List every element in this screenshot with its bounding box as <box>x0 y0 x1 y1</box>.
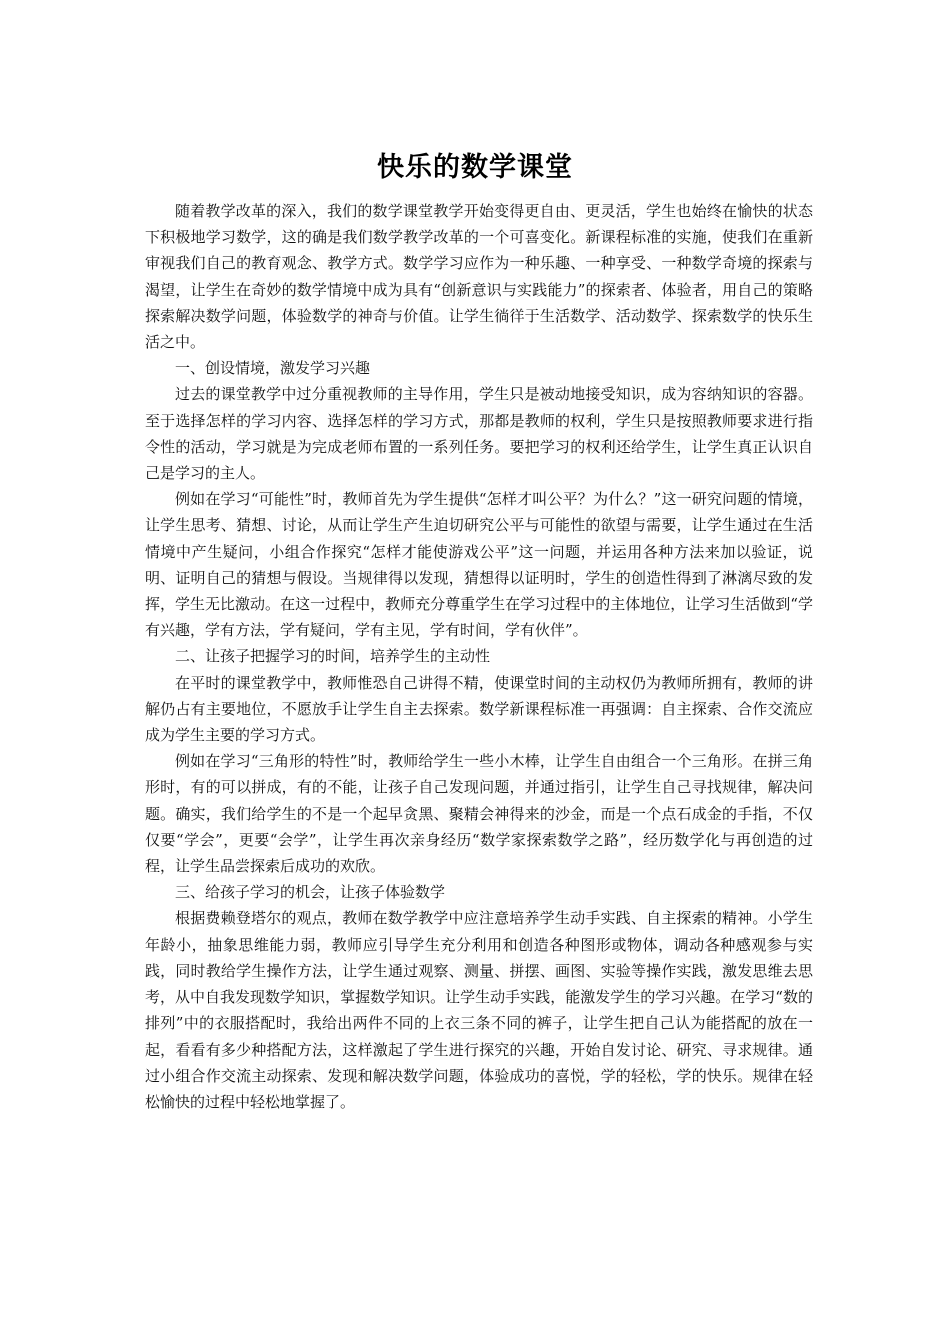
document-title: 快乐的数学课堂 <box>377 152 573 184</box>
section-2-paragraph-2: 例如在学习“三角形的特性”时，教师给学生一些小木棒，让学生自由组合一个三角形。在拼三角形时，有的可以拼成，有的不能，让孩子自己发现问题，并通过指引，让学生自己寻找规律，解决问题。确实，我们给学生的不是一个起早贪黑、聚精会神得来的沙金，而是一个点石成金的手指，不仅仅要“学会”，更要“会学”，让学生再次亲身经历“数学家探索数学之路”，经历数学化与再创造的过程，让学生品尝探索后成功的欢欣。 <box>145 752 813 876</box>
section-2-paragraph-1: 在平时的课堂教学中，教师惟恐自己讲得不精，使课堂时间的主动权仍为教师所拥有，教师的讲解仍占有主要地位，不愿放手让学生自主去探索。数学新课程标准一再强调：自主探索、合作交流应成为学生主要的学习方式。 <box>145 673 813 745</box>
section-3-paragraph-1: 根据费赖登塔尔的观点，教师在数学教学中应注意培养学生动手实践、自主探索的精神。小学生年龄小，抽象思维能力弱，教师应引导学生充分利用和创造各种图形或物体，调动各种感观参与实践，同时教给学生操作方法，让学生通过观察、测量、拼摆、画图、实验等操作实践，激发思维去思考，从中自我发现数学知识，掌握数学知识。让学生动手实践，能激发学生的学习兴趣。在学习“数的排列”中的衣服搭配时，我给出两件不同的上衣三条不同的裤子，让学生把自己认为能搭配的放在一起，看看有多少种搭配方法，这样激起了学生进行探究的兴趣，开始自发讨论、研究、寻求规律。通过小组合作交流主动探索、发现和解决数学问题，体验成功的喜悦，学的轻松，学的快乐。规律在轻松愉快的过程中轻松地掌握了。 <box>145 909 813 1111</box>
section-heading-3: 三、给孩子学习的机会，让孩子体验数学 <box>175 883 446 902</box>
section-1-paragraph-2: 例如在学习“可能性”时，教师首先为学生提供“怎样才叫公平？为什么？”这一研究问题的情境，让学生思考、猜想、讨论，从而让学生产生迫切研究公平与可能性的欲望与需要，让学生通过在生活情境中产生疑问，小组合作探究“怎样才能使游戏公平”这一问题，并运用各种方法来加以验证，说明、证明自己的猜想与假设。当规律得以发现，猜想得以证明时，学生的创造性得到了淋漓尽致的发挥，学生无比激动。在这一过程中，教师充分尊重学生在学习过程中的主体地位，让学习生活做到“学有兴趣，学有方法，学有疑问，学有主见，学有时间，学有伙伴”。 <box>145 490 813 640</box>
section-1-paragraph-1: 过去的课堂教学中过分重视教师的主导作用，学生只是被动地接受知识，成为容纳知识的容器。至于选择怎样的学习内容、选择怎样的学习方式，那都是教师的权利，学生只是按照教师要求进行指令性的活动，学习就是为完成老师布置的一系列任务。要把学习的权利还给学生，让学生真正认识自己是学习的主人。 <box>145 385 813 483</box>
intro-paragraph: 随着教学改革的深入，我们的数学课堂教学开始变得更自由、更灵活，学生也始终在愉快的状态下积极地学习数学，这的确是我们数学教学改革的一个可喜变化。新课程标准的实施，使我们在重新审视我们自己的教育观念、教学方式。数学学习应作为一种乐趣、一种享受、一种数学奇境的探索与渴望，让学生在奇妙的数学情境中成为具有“创新意识与实践能力”的探索者、体验者，用自己的策略探索解决数学问题，体验数学的神奇与价值。让学生徜徉于生活数学、活动数学、探索数学的快乐生活之中。 <box>145 202 813 352</box>
document-body <box>145 198 813 1115</box>
section-heading-2: 二、让孩子把握学习的时间，培养学生的主动性 <box>175 647 491 666</box>
section-heading-1: 一、创设情境，激发学习兴趣 <box>175 359 371 378</box>
